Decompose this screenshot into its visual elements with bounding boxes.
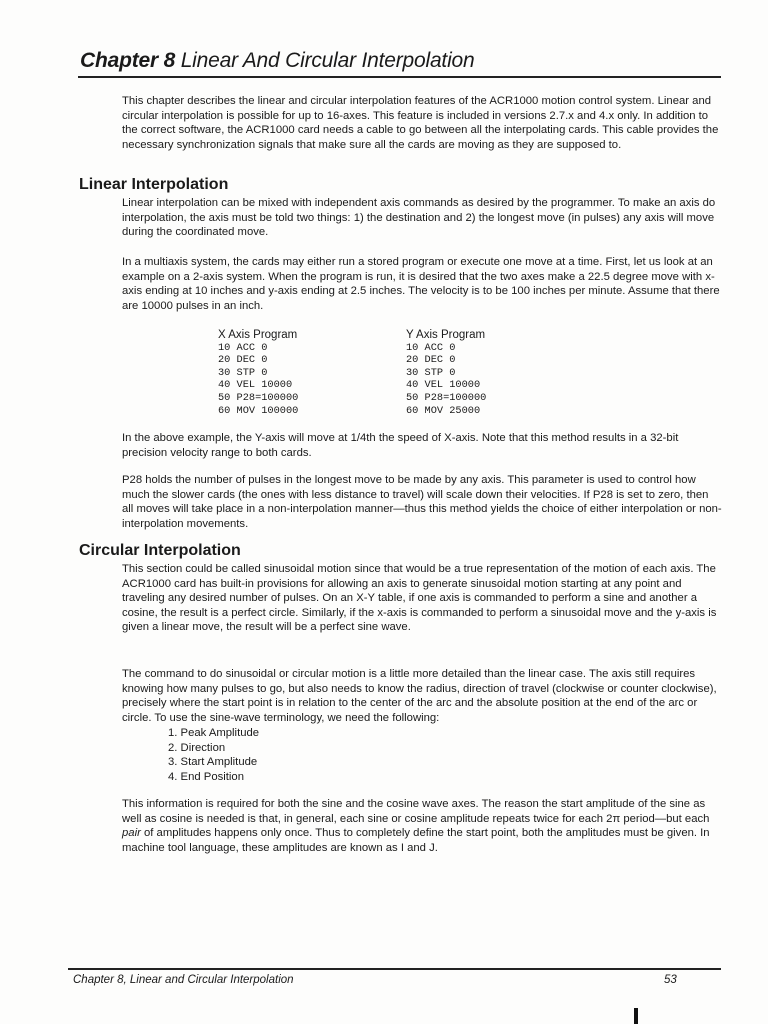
list-item: 2. Direction [168, 741, 226, 754]
circular-heading: Circular Interpolation [79, 542, 241, 559]
linear-heading: Linear Interpolation [79, 176, 229, 193]
y-axis-program [406, 329, 486, 417]
footer-rule [68, 968, 721, 970]
list-item: 4. End Position [168, 770, 244, 783]
y-program-title: Y Axis Program [406, 329, 486, 341]
circular-paragraph-1: This section could be called sinusoidal motion since that would be a true representation of the motion of each axis. The ACR1000 card has built-in provisions for allowing an axis to generate sinusoidal motion starting at any point and traveling any desired number of pulses. On an X-Y table, if one axis is commanded to perform a sine and another a cosine, the result is a perfect circle. Similarly, if the x-axis is commanded to perform a sinusoidal move and the y-axis is given a linear move, the result will be a perfect sine wave. [122, 563, 717, 634]
code-line: 30 STP 0 [406, 366, 456, 379]
code-line: 40 VEL 10000 [218, 379, 293, 392]
code-line: 20 DEC 0 [218, 354, 268, 367]
linear-paragraph-2: In a multiaxis system, the cards may either run a stored program or execute one move at a time. First, let us look at an example on a 2-axis system. When the program is run, it is desired that the two axes make a 22.5 degree move with x-axis ending at 10 inches and y-axis ending at 2.5 inches. The velocity is to be 100 inches per minute. Assume that there are 10000 pulses in an inch. [122, 256, 720, 312]
x-program-title: X Axis Program [218, 329, 298, 341]
code-line: 50 P28=100000 [218, 391, 299, 404]
emphasis-pair: pair [122, 827, 141, 840]
code-line: 10 ACC 0 [218, 341, 268, 354]
circular-paragraph-3 [122, 797, 722, 855]
chapter-title [80, 49, 475, 73]
code-line: 30 STP 0 [218, 366, 268, 379]
code-line: 40 VEL 10000 [406, 379, 481, 392]
intro-paragraph: This chapter describes the linear and circular interpolation features of the ACR1000 motion control system. Linear and circular interpolation is possible for up to 16-axes. This feature is included in versions 2.7.x and 4.x only. In addition to the correct software, the ACR1000 card needs a cable to go between all the interpolating cards. This cable provides the necessary synchronization signals that make sure all the cards are moving as they are supposed to. [122, 95, 719, 151]
linear-paragraph-4: P28 holds the number of pulses in the longest move to be made by any axis. This parameter is used to control how much the slower cards (the ones with less distance to travel) will scale down their velocities. If P28 is set to zero, then all moves will take place in a non-interpolation manner—thus this method yields the choice of either interpolation or non-interpolation movements. [122, 474, 722, 530]
header-rule [78, 76, 721, 78]
list-item: 3. Start Amplitude [168, 756, 258, 769]
code-line: 50 P28=100000 [406, 391, 487, 404]
requirements-list [168, 726, 259, 784]
page-number: 53 [664, 974, 677, 986]
footer-chapter: Chapter 8, Linear and Circular Interpolation [73, 974, 294, 986]
chapter-title-text: Linear And Circular Interpolation [180, 49, 475, 72]
x-axis-program [218, 329, 298, 417]
linear-paragraph-1: Linear interpolation can be mixed with independent axis commands as desired by the programmer. To make an axis do interpolation, the axis must be told two things: 1) the destination and 2) the longest move (in pulses) any axis will move during the coordinated move. [122, 197, 716, 239]
code-line: 60 MOV 100000 [218, 404, 299, 417]
circular-paragraph-2: The command to do sinusoidal or circular motion is a little more detailed than the linear case. The axis still requires knowing how many pulses to go, but also needs to know the radius, direction of travel (clockwise or counter clockwise), precisely where the start point is in relation to the center of the arc and the absolute position at the end of the arc or circle. To use the sine-wave terminology, we need the following: [122, 668, 717, 724]
circular-paragraph-3-a: This information is required for both the sine and the cosine wave axes. The reason the start amplitude of the sine as well as cosine is needed is that, in general, each sine or cosine amplitude repeats twice for each 2π period—but each [122, 798, 710, 825]
linear-paragraph-3: In the above example, the Y-axis will move at 1/4th the speed of X-axis. Note that this method results in a 32-bit precision velocity range to both cards. [122, 432, 679, 459]
circular-paragraph-3-b: of amplitudes happens only once. Thus to completely define the start point, both the amplitudes must be given. In machine tool language, these amplitudes are known as I and J. [122, 827, 710, 854]
chapter-label: Chapter 8 [80, 49, 176, 72]
code-line: 60 MOV 25000 [406, 404, 481, 417]
code-line: 20 DEC 0 [406, 354, 456, 367]
scan-mark [634, 1008, 638, 1024]
list-item: 1. Peak Amplitude [168, 727, 260, 739]
code-line: 10 ACC 0 [406, 341, 456, 354]
